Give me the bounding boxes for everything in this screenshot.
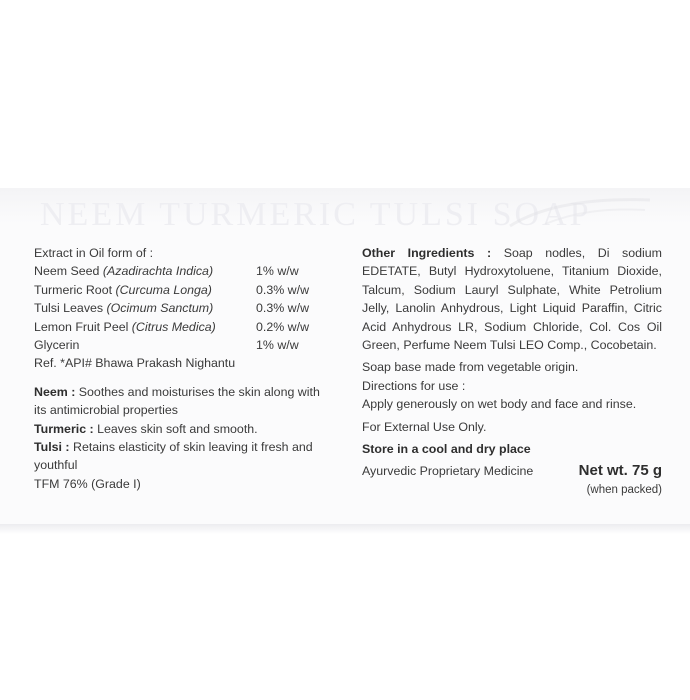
ingredient-name: Tulsi Leaves bbox=[34, 301, 107, 316]
right-column bbox=[362, 244, 662, 499]
category-text: Ayurvedic Proprietary Medicine bbox=[362, 464, 534, 479]
ingredient-name: Neem Seed bbox=[34, 264, 103, 279]
leaf-graphic-icon bbox=[505, 194, 655, 230]
net-weight: Net wt. 75 g bbox=[578, 462, 662, 480]
ingredient-latin: (Azadirachta Indica) bbox=[102, 264, 214, 279]
neem-label: Neem : bbox=[34, 384, 76, 399]
when-packed-text: (when packed) bbox=[586, 483, 662, 496]
ingredient-row bbox=[34, 299, 324, 317]
other-ingredients-label: Other Ingredients : bbox=[362, 246, 492, 260]
category-and-weight bbox=[362, 462, 662, 480]
turmeric-benefit bbox=[34, 420, 324, 438]
ingredient-value: 0.3% w/w bbox=[256, 282, 310, 297]
external-use-text: For External Use Only. bbox=[362, 419, 487, 434]
reference-text: Ref. *API# Bhawa Prakash Nighantu bbox=[34, 356, 236, 371]
neem-benefit bbox=[34, 383, 324, 420]
tulsi-text: Retains elasticity of skin leaving it fresh and youthful bbox=[34, 440, 313, 473]
ingredient-name: Turmeric Root bbox=[34, 282, 116, 297]
ingredient-latin: (Curcuma Longa) bbox=[115, 282, 212, 297]
tulsi-label: Tulsi : bbox=[34, 440, 70, 455]
storage-text: Store in a cool and dry place bbox=[362, 442, 531, 457]
ingredient-row bbox=[34, 318, 324, 336]
ingredient-row bbox=[34, 281, 324, 299]
ingredient-name: Glycerin bbox=[34, 338, 80, 353]
ingredient-value: 0.3% w/w bbox=[256, 301, 310, 316]
ingredient-name: Lemon Fruit Peel bbox=[34, 319, 132, 334]
tfm-text: TFM 76% (Grade I) bbox=[34, 476, 141, 491]
tulsi-benefit bbox=[34, 438, 324, 475]
other-ingredients-text: Soap nodles, Di sodium EDETATE, Butyl Hydroxytoluene, Titanium Dioxide, Talcum, Sodium Lauryl Sulphate, White Petrolium Jelly, Lanolin Anhydrous, Light Liquid Paraffin, Citric Acid Anhydrous LR, Sodium Chloride, Col. Cos Oil Green, Perfume Neem Tulsi LEO Comp., Cocobetain. bbox=[362, 246, 662, 353]
extract-header: Extract in Oil form of : bbox=[34, 246, 154, 260]
turmeric-label: Turmeric : bbox=[34, 421, 94, 436]
ingredient-value: 1% w/w bbox=[256, 264, 299, 279]
directions-label: Directions for use : bbox=[362, 378, 466, 393]
other-ingredients bbox=[362, 244, 662, 354]
ingredient-row bbox=[34, 336, 324, 354]
neem-text: Soothes and moisturises the skin along with its antimicrobial properties bbox=[34, 384, 320, 418]
ingredient-row bbox=[34, 262, 324, 280]
ingredient-value: 0.2% w/w bbox=[256, 319, 310, 334]
ingredient-value: 1% w/w bbox=[256, 338, 299, 353]
turmeric-text: Leaves skin soft and smooth. bbox=[93, 421, 258, 436]
directions-text: Apply generously on wet body and face and rinse. bbox=[362, 397, 637, 412]
ingredient-latin: (Ocimum Sanctum) bbox=[106, 301, 214, 316]
mirrored-watermark-text: NEEM TURMERIC TULSI SOAP bbox=[40, 196, 592, 233]
left-column bbox=[34, 244, 324, 493]
box-bottom-shadow bbox=[0, 524, 690, 534]
soap-base-text: Soap base made from vegetable origin. bbox=[362, 360, 579, 375]
ingredient-latin: (Citrus Medica) bbox=[131, 319, 216, 334]
